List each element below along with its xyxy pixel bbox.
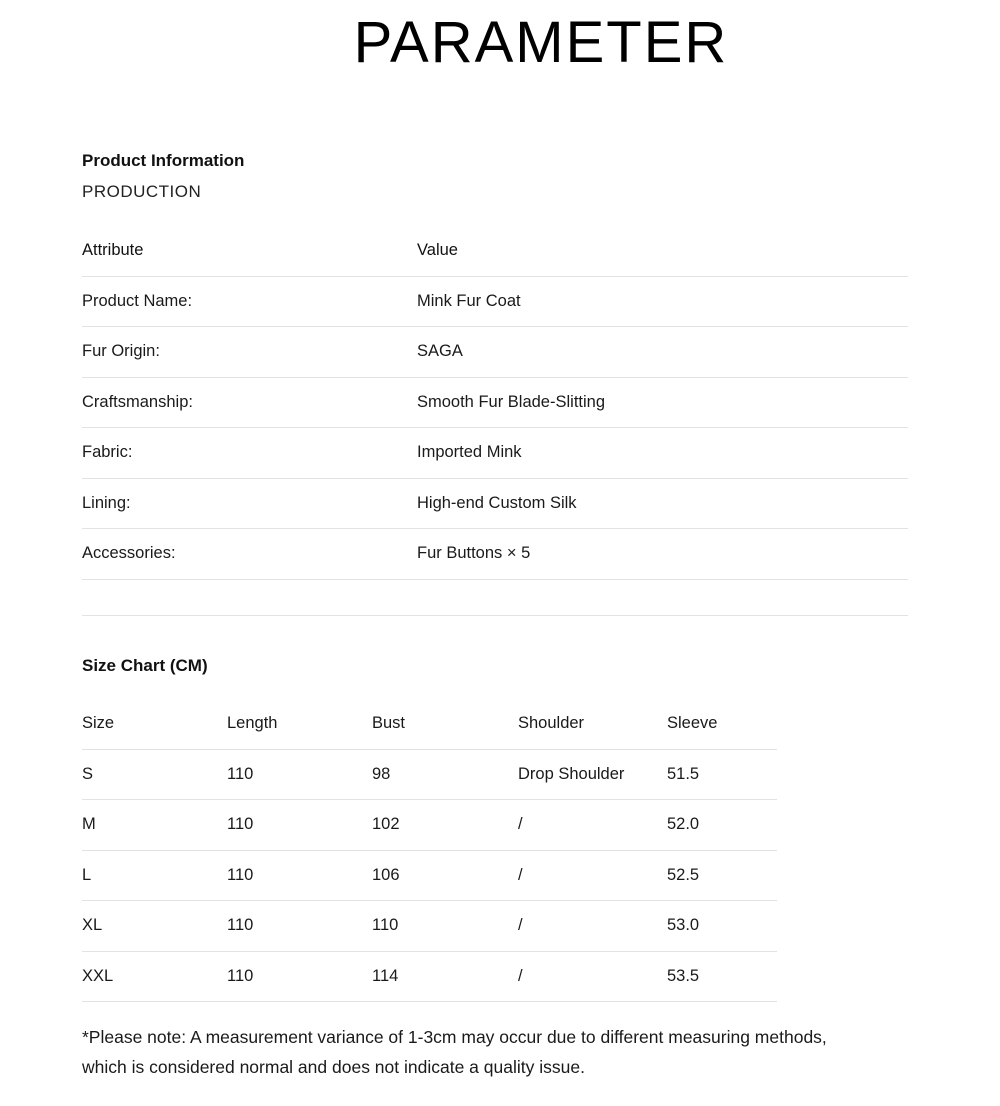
size-cell: XL: [82, 916, 103, 935]
attribute-value: Imported Mink: [417, 443, 522, 462]
table-row: [82, 800, 777, 851]
length-cell: 110: [227, 966, 254, 985]
size-cell: S: [82, 764, 94, 783]
size-cell: M: [82, 815, 96, 834]
sleeve-cell: 51.5: [667, 764, 700, 783]
note-line-1: *Please note: A measurement variance of 1-3cm may occur due to different measuring methods,: [82, 1027, 827, 1047]
table-row: [82, 750, 777, 801]
attribute-value: Mink Fur Coat: [417, 291, 521, 310]
table-row: [82, 428, 908, 479]
table-row: [82, 277, 908, 328]
size-chart-heading: Size Chart (CM): [82, 656, 208, 675]
column-header-length: Length: [227, 714, 278, 733]
length-cell: 110: [227, 815, 254, 834]
column-header-value: Value: [417, 241, 458, 260]
size-chart-table: [82, 699, 777, 1002]
column-header-size: Size: [82, 714, 115, 733]
column-header-sleeve: Sleeve: [667, 714, 718, 733]
table-row: [82, 327, 908, 378]
column-header-shoulder: Shoulder: [518, 714, 585, 733]
attribute-label: Fur Origin:: [82, 342, 160, 361]
sleeve-cell: 53.0: [667, 916, 700, 935]
bust-cell: 98: [372, 764, 391, 783]
table-row: [82, 479, 908, 530]
size-cell: L: [82, 865, 92, 884]
bust-cell: 110: [372, 916, 399, 935]
attribute-label: Product Name:: [82, 291, 193, 310]
attribute-value: Smooth Fur Blade-Slitting: [417, 392, 606, 411]
table-row: [82, 851, 777, 902]
sleeve-cell: 53.5: [667, 966, 700, 985]
size-cell: XXL: [82, 966, 114, 985]
table-row: [82, 378, 908, 429]
attribute-value: Fur Buttons × 5: [417, 544, 531, 563]
bust-cell: 102: [372, 815, 400, 834]
shoulder-cell: /: [518, 815, 523, 834]
product-info-table: [82, 226, 908, 616]
table-header-row: [82, 226, 908, 277]
attribute-label: Craftsmanship:: [82, 392, 193, 411]
length-cell: 110: [227, 764, 254, 783]
bust-cell: 106: [372, 865, 400, 884]
column-header-bust: Bust: [372, 714, 406, 733]
page-title: PARAMETER: [353, 10, 729, 75]
shoulder-cell: Drop Shoulder: [518, 764, 625, 783]
attribute-value: High-end Custom Silk: [417, 493, 577, 512]
shoulder-cell: /: [518, 966, 523, 985]
section-divider: [82, 580, 908, 616]
column-header-attribute: Attribute: [82, 241, 144, 260]
attribute-label: Lining:: [82, 493, 131, 512]
shoulder-cell: /: [518, 916, 523, 935]
attribute-value: SAGA: [417, 342, 463, 361]
product-info-heading: Product Information: [82, 151, 245, 170]
attribute-label: Fabric:: [82, 443, 133, 462]
table-row: [82, 529, 908, 580]
table-header-row: [82, 699, 777, 750]
attribute-label: Accessories:: [82, 544, 176, 563]
bust-cell: 114: [372, 966, 399, 985]
measurement-note: [82, 1022, 922, 1082]
length-cell: 110: [227, 865, 254, 884]
sleeve-cell: 52.0: [667, 815, 700, 834]
table-row: [82, 901, 777, 952]
length-cell: 110: [227, 916, 254, 935]
sleeve-cell: 52.5: [667, 865, 700, 884]
shoulder-cell: /: [518, 865, 523, 884]
note-line-2: which is considered normal and does not indicate a quality issue.: [82, 1057, 585, 1077]
table-row: [82, 952, 777, 1003]
product-info-subheading: PRODUCTION: [82, 182, 202, 201]
